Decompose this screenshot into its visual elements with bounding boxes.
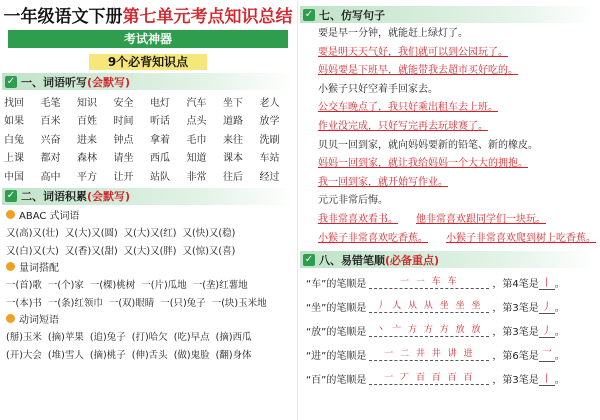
vocab-word: 站队 bbox=[150, 171, 170, 183]
stroke-row bbox=[300, 318, 596, 342]
vocab-row bbox=[2, 111, 294, 130]
stroke-period: 。 bbox=[554, 374, 565, 386]
sentence: 公交车晚点了，我只好乘出租车去上班。 bbox=[318, 102, 498, 114]
sentence: 要是早一分钟，就能赶上绿灯了。 bbox=[318, 28, 468, 39]
pair-row bbox=[2, 293, 294, 311]
pair-row bbox=[2, 275, 294, 293]
sentence: 贝贝一回到家，就向妈妈要新的铅笔、新的橡皮。 bbox=[318, 139, 538, 151]
vocab-word: 点头 bbox=[186, 116, 207, 128]
verb-row bbox=[2, 345, 294, 363]
abac-item: 又(惊)又(喜) bbox=[182, 245, 236, 257]
section-strokes bbox=[300, 251, 596, 268]
vocab-word: 如果 bbox=[4, 116, 24, 128]
pair-item: 一(块)玉米地 bbox=[211, 297, 267, 309]
stroke-prompt: “放”的笔顺是 bbox=[306, 326, 367, 338]
verb-list bbox=[2, 327, 294, 363]
vocab-row bbox=[2, 148, 294, 167]
stroke-mid: ，第4笔是 bbox=[492, 278, 539, 290]
vocab-word: 平方 bbox=[77, 171, 97, 183]
stroke-row bbox=[300, 366, 596, 390]
stroke-prompt: “车”的笔顺是 bbox=[306, 278, 367, 290]
vocab-word: 钟点 bbox=[113, 134, 134, 146]
sentence: 小猴子非常喜欢吃香蕉。 bbox=[318, 232, 428, 244]
bullet-icon bbox=[6, 210, 15, 219]
sentence: 作业没完成，只好写完再去玩球赛了。 bbox=[318, 120, 488, 132]
sentence-row bbox=[300, 230, 596, 249]
verb-label: 动词短语 bbox=[19, 315, 59, 326]
stroke-number: 丿 bbox=[539, 322, 555, 338]
verb-item: (伸)舌头 bbox=[131, 349, 168, 361]
verb-heading bbox=[2, 311, 294, 327]
section-accumulation-tag: (会默写) bbox=[87, 190, 131, 203]
verb-item: (开)大会 bbox=[6, 349, 42, 361]
pair-item: 一(双)眼睛 bbox=[108, 297, 155, 309]
section-accumulation bbox=[2, 188, 294, 205]
stroke-list bbox=[300, 270, 596, 390]
stroke-number: 乛 bbox=[539, 346, 555, 362]
vocab-word: 听话 bbox=[150, 116, 170, 128]
check-icon: ✓ bbox=[6, 190, 16, 201]
vocab-word: 毛笔 bbox=[40, 97, 61, 109]
sentence: 我非常喜欢看书。 bbox=[318, 213, 398, 225]
stroke-prompt: “进”的笔顺是 bbox=[306, 350, 367, 362]
abac-item: 又(快)又(稳) bbox=[182, 227, 236, 239]
section-dictation bbox=[2, 73, 294, 90]
stroke-number: 丨 bbox=[539, 370, 555, 386]
sentence: 小猴子非常喜欢爬到树上吃香蕉。 bbox=[446, 232, 596, 244]
verb-item: (堆)雪人 bbox=[47, 349, 84, 361]
vocab-word: 拿着 bbox=[150, 134, 170, 146]
stroke-mid: ，第3笔是 bbox=[492, 326, 539, 338]
sentence: 要是明天天气好，我们就可以到公园玩了。 bbox=[318, 46, 508, 58]
vocab-word: 白兔 bbox=[4, 134, 24, 146]
stroke-row bbox=[300, 294, 596, 318]
check-icon: ✓ bbox=[304, 253, 314, 265]
stroke-row bbox=[300, 342, 596, 366]
vocab-row bbox=[2, 129, 294, 148]
stroke-answer: 丶 亠 方 方 方 放 放 bbox=[369, 324, 489, 337]
vocab-word: 老人 bbox=[259, 97, 280, 109]
abac-item: 又(白)又(大) bbox=[6, 245, 59, 257]
vocab-word: 往后 bbox=[223, 171, 243, 183]
vocab-word: 百姓 bbox=[77, 116, 97, 128]
vocab-word: 车站 bbox=[259, 153, 280, 165]
vocab-word: 都对 bbox=[40, 153, 61, 165]
sentence: 妈妈一回到家，就让我给妈妈一个大大的拥抱。 bbox=[318, 158, 528, 170]
pair-item: 一(个)家 bbox=[47, 279, 84, 291]
section-imitation bbox=[300, 6, 596, 23]
stroke-period: 。 bbox=[554, 302, 565, 314]
abac-item: 又(大)又(胖) bbox=[123, 245, 177, 257]
vocab-word: 森林 bbox=[77, 153, 97, 165]
vocab-table bbox=[2, 92, 294, 185]
stroke-mid: ，第3笔是 bbox=[492, 374, 539, 386]
abac-list bbox=[2, 223, 294, 259]
pair-item: 一(条)红领巾 bbox=[47, 297, 103, 309]
section-strokes-tag: (必备重点) bbox=[385, 253, 440, 267]
verb-item: (做)鬼脸 bbox=[173, 349, 210, 361]
vocab-word: 请坐 bbox=[113, 153, 134, 165]
section-accumulation-label: 二、词语积累 bbox=[21, 190, 87, 203]
vocab-word: 兴奋 bbox=[40, 134, 61, 146]
section-dictation-label: 一、词语听写 bbox=[21, 75, 87, 89]
sentence: 他非常喜欢跟同学们一块玩。 bbox=[416, 213, 546, 225]
vocab-word: 经过 bbox=[259, 171, 280, 183]
title-black: 一年级语文下册 bbox=[3, 7, 123, 27]
pair-item: 一(棵)桃树 bbox=[89, 279, 136, 291]
section-strokes-label: 八、易错笔顺 bbox=[319, 253, 385, 267]
vocab-word: 西瓜 bbox=[150, 153, 170, 165]
vocab-word: 汽车 bbox=[186, 97, 207, 109]
banner: 考试神器 bbox=[8, 30, 288, 48]
section-imitation-label: 七、仿写句子 bbox=[319, 8, 385, 22]
sentence-list bbox=[300, 25, 596, 248]
vocab-word: 上课 bbox=[4, 153, 24, 165]
stroke-period: 。 bbox=[554, 350, 565, 362]
pair-item: 一(只)兔子 bbox=[160, 297, 206, 309]
vocab-word: 安全 bbox=[113, 97, 134, 109]
sentence: 我一回到家，就开始写作业。 bbox=[318, 176, 448, 188]
vocab-word: 来往 bbox=[223, 134, 243, 146]
vocab-word: 课本 bbox=[223, 153, 243, 165]
abac-row bbox=[2, 241, 294, 259]
pair-list bbox=[2, 275, 294, 311]
stroke-answer: 丿 人 从 从 坐 坐 坐 bbox=[369, 300, 489, 313]
sentence: 妈妈要是下班早，就能带我去超市买好吃的。 bbox=[318, 65, 518, 77]
stroke-prompt: “百”的笔顺是 bbox=[306, 374, 367, 386]
vocab-word: 时间 bbox=[113, 116, 134, 128]
vocab-row bbox=[2, 92, 294, 111]
stroke-row bbox=[300, 270, 596, 294]
section-dictation-tag: (会默写) bbox=[87, 75, 131, 89]
bullet-icon bbox=[6, 314, 15, 323]
vocab-word: 知道 bbox=[186, 153, 207, 165]
subtitle: 9个必背知识点 bbox=[89, 54, 207, 70]
verb-item: (追)兔子 bbox=[89, 331, 126, 343]
right-column bbox=[300, 0, 596, 390]
vocab-word: 知识 bbox=[77, 97, 97, 109]
check-icon: ✓ bbox=[6, 75, 16, 87]
vocab-word: 道路 bbox=[223, 116, 243, 128]
vocab-word: 电灯 bbox=[150, 97, 170, 109]
left-column bbox=[2, 0, 294, 363]
pair-item: 一(本)书 bbox=[6, 297, 42, 309]
vocab-row bbox=[2, 166, 294, 185]
verb-item: (吃)早点 bbox=[173, 331, 210, 343]
vocab-word: 坐下 bbox=[223, 97, 243, 109]
vocab-word: 找回 bbox=[4, 97, 24, 109]
sentence: 元元非常后悔。 bbox=[318, 195, 388, 207]
bullet-icon bbox=[6, 262, 15, 271]
pair-label: 量词搭配 bbox=[19, 263, 59, 274]
abac-item: 又(高)又(壮) bbox=[6, 227, 59, 239]
vocab-word: 让开 bbox=[113, 171, 134, 183]
vocab-word: 非常 bbox=[186, 171, 207, 183]
stroke-mid: ，第6笔是 bbox=[492, 350, 539, 362]
verb-item: (翻)身体 bbox=[215, 349, 252, 361]
title-red: 第七单元考点知识总结 bbox=[122, 7, 293, 27]
abac-row bbox=[2, 223, 294, 241]
abac-heading bbox=[2, 207, 294, 223]
verb-item: (掰)玉米 bbox=[6, 331, 42, 343]
stroke-number: 丿 bbox=[539, 298, 555, 314]
verb-item: (摘)桃子 bbox=[89, 349, 126, 361]
stroke-prompt: “坐”的笔顺是 bbox=[306, 302, 367, 314]
sentence-row bbox=[300, 211, 596, 230]
stroke-period: 。 bbox=[554, 278, 565, 290]
stroke-answer: 一 二 井 井 讲 进 bbox=[369, 348, 489, 361]
pair-item: 一(垄)红薯地 bbox=[192, 279, 248, 291]
verb-row bbox=[2, 327, 294, 345]
vocab-word: 毛巾 bbox=[186, 134, 207, 146]
sentence: 小猴子只好空着手回家去。 bbox=[318, 83, 438, 95]
pair-item: 一(首)歌 bbox=[6, 279, 42, 291]
abac-item: 又(大)又(红) bbox=[123, 227, 177, 239]
abac-item: 又(香)又(甜) bbox=[64, 245, 118, 257]
stroke-number: 丨 bbox=[539, 274, 555, 290]
abac-item: 又(大)又(圆) bbox=[64, 227, 118, 239]
verb-item: (打)哈欠 bbox=[131, 331, 168, 343]
pair-item: 一(片)瓜地 bbox=[141, 279, 187, 291]
vocab-word: 进来 bbox=[77, 134, 97, 146]
verb-item: (摘)西瓜 bbox=[215, 331, 252, 343]
stroke-answer: 一 丆 百 百 百 百 bbox=[369, 372, 489, 385]
check-icon: ✓ bbox=[304, 8, 314, 20]
abac-label: ABAC 式词语 bbox=[19, 211, 80, 222]
vocab-word: 洗刷 bbox=[259, 134, 280, 146]
stroke-mid: ，第3笔是 bbox=[492, 302, 539, 314]
page-title bbox=[2, 6, 294, 28]
verb-item: (摘)苹果 bbox=[47, 331, 84, 343]
vocab-word: 中国 bbox=[4, 171, 24, 183]
vocab-word: 百米 bbox=[40, 116, 61, 128]
stroke-answer: 一 ㇐ 车 车 bbox=[369, 276, 489, 289]
vocab-word: 高中 bbox=[40, 171, 61, 183]
vocab-word: 放学 bbox=[259, 116, 280, 128]
pair-heading bbox=[2, 259, 294, 275]
column-divider bbox=[297, 0, 298, 420]
stroke-period: 。 bbox=[554, 326, 565, 338]
